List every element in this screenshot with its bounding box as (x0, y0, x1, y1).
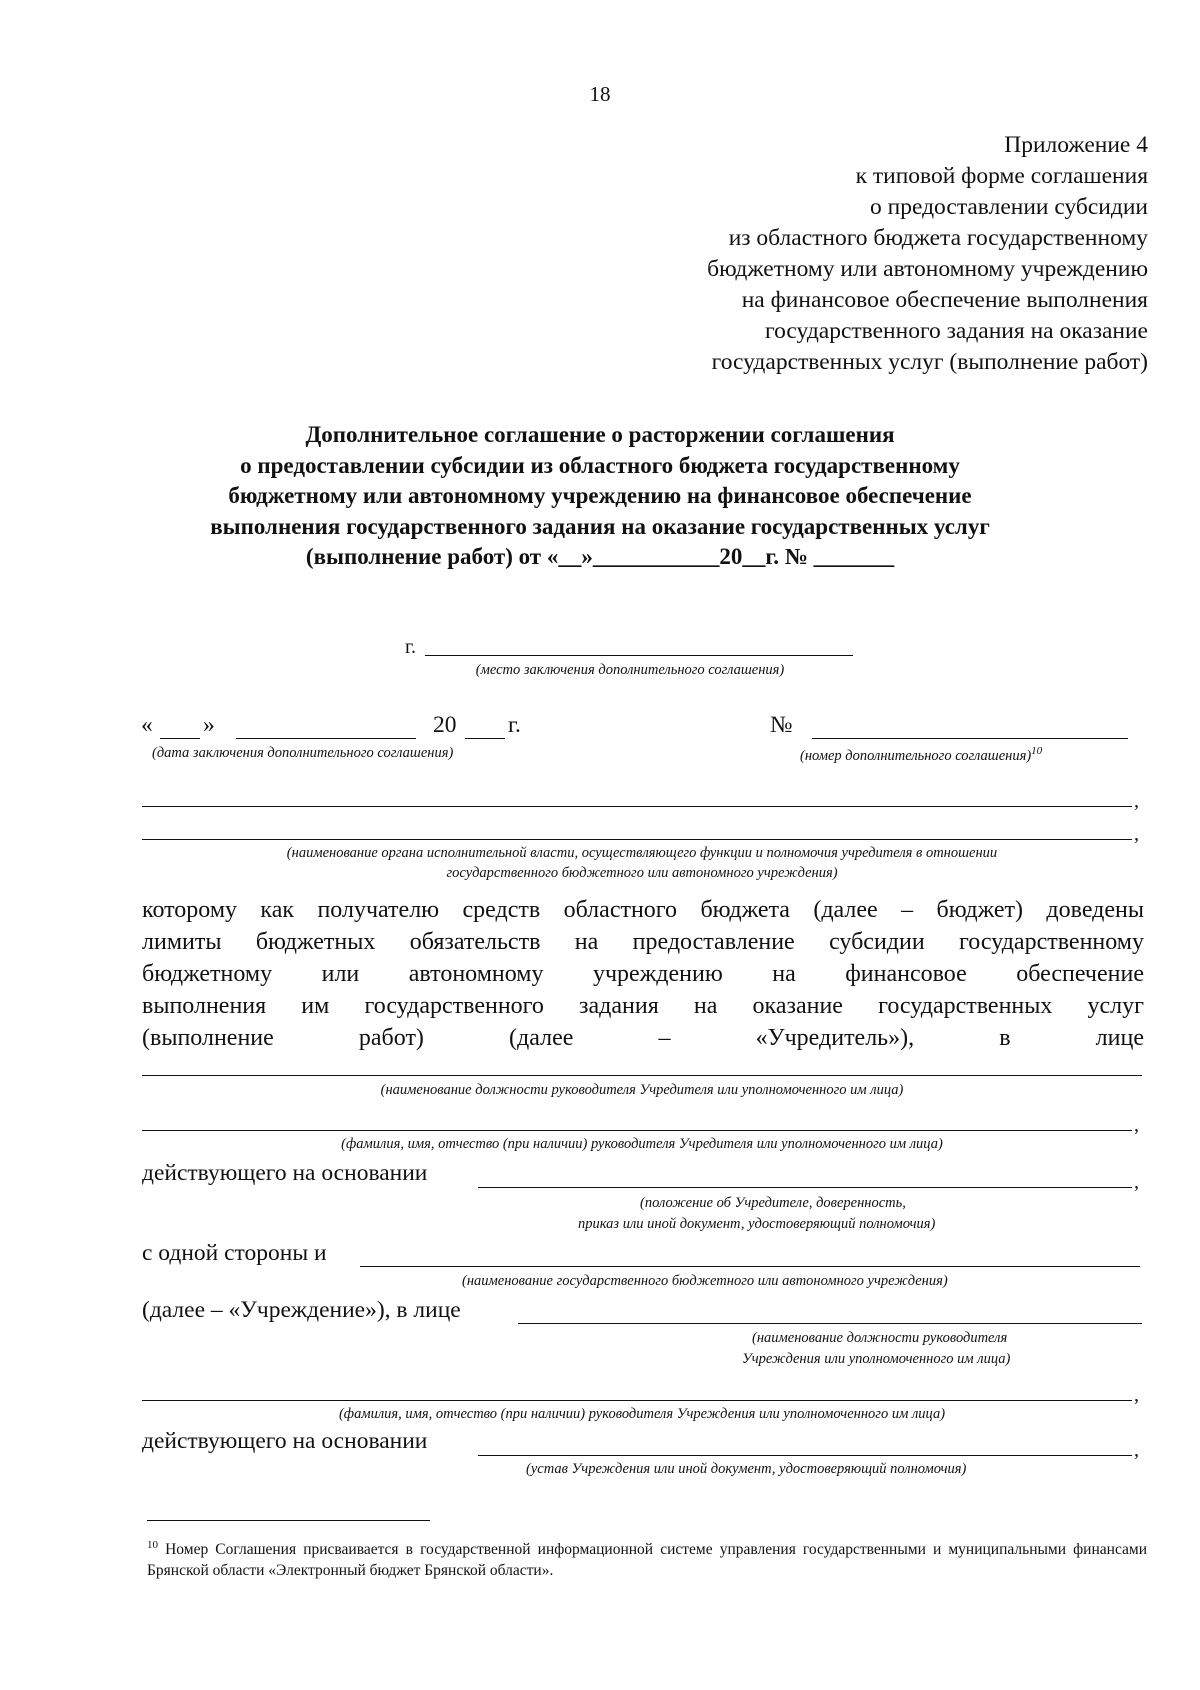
institution-name-field[interactable] (360, 1266, 1140, 1267)
date-day-field[interactable] (160, 738, 200, 739)
institution-head-name-caption: (фамилия, имя, отчество (при наличии) руководителя Учреждения или уполномоченного им лица) (338, 1406, 946, 1422)
founder-name-field[interactable] (142, 1130, 1132, 1131)
comma: , (1134, 1114, 1139, 1136)
appendix-line: из областного бюджета государственному (728, 225, 1148, 251)
institution-position-caption-2: Учреждения или уполномоченного им лица) (742, 1351, 1011, 1367)
body-line: выполнения им государственного задания на оказание государственных услуг (142, 993, 1144, 1019)
one-side-label: с одной стороны и (142, 1240, 327, 1266)
date-year-suffix: г. (508, 712, 521, 738)
comma: , (1134, 1439, 1139, 1461)
number-sign: № (770, 712, 793, 738)
footnote (147, 1535, 1147, 1581)
date-caption: (дата заключения дополнительного соглашения) (152, 745, 454, 761)
founder-caption-line-1: (наименование органа исполнительной власти, осуществляющего функции и полномочия учредителя в отношении (286, 845, 998, 861)
comma: , (1134, 790, 1139, 812)
page-number: 18 (589, 82, 611, 106)
body-line: бюджетному или автономному учреждению на финансовое обеспечение (142, 961, 1144, 987)
number-caption-text: (номер дополнительного соглашения) (800, 747, 1032, 764)
founder-caption-line-2: государственного бюджетного или автономного учреждения) (446, 865, 838, 881)
comma: , (1134, 1384, 1139, 1406)
appendix-line: государственного задания на оказание (765, 318, 1148, 344)
appendix-line: к типовой форме соглашения (855, 163, 1148, 189)
appendix-line: государственных услуг (выполнение работ) (711, 349, 1148, 375)
title-line: выполнения государственного задания на оказание государственных услуг (210, 513, 990, 539)
acting-basis-label-1: действующего на основании (142, 1160, 428, 1186)
title-line: о предоставлении субсидии из областного бюджета государственному (240, 452, 960, 478)
founder-position-field[interactable] (142, 1075, 1142, 1076)
institution-position-caption-1: (наименование должности руководителя (752, 1330, 1008, 1346)
institution-basis-field[interactable] (478, 1455, 1132, 1456)
footnote-separator (147, 1520, 430, 1521)
appendix-line: Приложение 4 (1004, 132, 1148, 158)
body-line: которому как получателю средств областного бюджета (далее – бюджет) доведены (142, 897, 1144, 923)
institution-head-name-field[interactable] (142, 1400, 1132, 1401)
date-year-field[interactable] (465, 738, 505, 739)
institution-position-field[interactable] (518, 1323, 1142, 1324)
title-line: бюджетному или автономному учреждению на финансовое обеспечение (228, 483, 972, 508)
title-line: Дополнительное соглашение о расторжении соглашения (305, 422, 895, 447)
body-line: (выполнение работ) (далее – «Учредитель»), в лице (142, 1025, 1144, 1051)
founder-name-caption: (фамилия, имя, отчество (при наличии) руководителя Учредителя или уполномоченного им лица) (341, 1136, 943, 1152)
founder-position-caption: (наименование должности руководителя Учредителя или уполномоченного им лица) (380, 1082, 904, 1098)
institution-basis-caption: (устав Учреждения или иной документ, удостоверяющий полномочия) (526, 1461, 967, 1477)
appendix-line: бюджетному или автономному учреждению (707, 256, 1148, 282)
footnote-text: Номер Соглашения присваивается в государственной информационной системе управления государственными и муниципальными финансами Брянской области «Электронный бюджет Брянской области». (147, 1541, 1147, 1580)
founder-body-field-2[interactable] (142, 839, 1132, 840)
agreement-number-field[interactable] (812, 738, 1128, 739)
appendix-line: о предоставлении субсидии (870, 194, 1148, 220)
founder-body-field-1[interactable] (142, 806, 1132, 807)
date-month-field[interactable] (236, 738, 416, 739)
date-year-prefix: 20 (433, 712, 457, 738)
footnote-marker: 10 (147, 1539, 158, 1551)
place-prefix: г. (405, 636, 416, 658)
date-open-quote: « (141, 712, 153, 738)
founder-basis-caption-2: приказ или иной документ, удостоверяющий полномочия) (578, 1216, 936, 1232)
comma: , (1134, 1171, 1139, 1193)
document-title (0, 420, 1200, 573)
institution-in-person-label: (далее – «Учреждение»), в лице (142, 1297, 461, 1323)
appendix-header (508, 130, 1148, 378)
body-line: лимиты бюджетных обязательств на предоставление субсидии государственному (142, 929, 1144, 955)
founder-basis-caption-1: (положение об Учредителе, доверенность, (640, 1195, 906, 1211)
appendix-line: на финансовое обеспечение выполнения (741, 287, 1148, 313)
title-line: (выполнение работ) от «__»___________20__г. № _______ (305, 544, 895, 569)
acting-basis-label-2: действующего на основании (142, 1428, 428, 1454)
number-caption (800, 745, 1042, 765)
footnote-ref: 10 (1031, 745, 1043, 757)
founder-basis-field[interactable] (478, 1187, 1132, 1188)
place-caption: (место заключения дополнительного соглашения) (475, 662, 785, 678)
institution-name-caption: (наименование государственного бюджетного или автономного учреждения) (462, 1273, 948, 1289)
place-field[interactable] (425, 655, 853, 656)
body-paragraph (142, 894, 1144, 1054)
comma: , (1134, 823, 1139, 845)
date-close-quote: » (203, 712, 215, 738)
